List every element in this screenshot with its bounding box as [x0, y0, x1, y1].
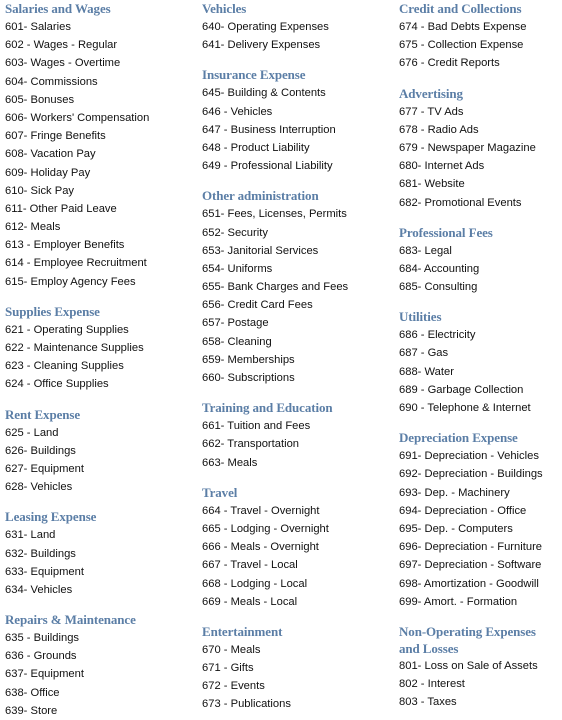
section-title: Salaries and Wages [5, 1, 111, 16]
account-item: 688- Water [399, 365, 454, 378]
account-list [202, 18, 397, 54]
account-item: 654- Uniforms [202, 262, 273, 275]
account-item: 803 - Taxes [399, 696, 457, 709]
account-item: 614 - Employee Recruitment [5, 257, 147, 270]
account-item: 699- Amort. - Formation [399, 595, 518, 608]
account-item: 638- Office [5, 686, 60, 699]
section-gap [202, 387, 397, 396]
account-item: 610- Sick Pay [5, 184, 75, 197]
section-title: Utilities [399, 309, 442, 325]
account-item: 678 - Radio Ads [399, 123, 479, 136]
account-item: 698- Amortization - Goodwill [399, 577, 539, 590]
account-item: 637- Equipment [5, 668, 84, 681]
account-item: 647 - Business Interruption [202, 123, 336, 136]
section-gap [399, 417, 561, 426]
account-item: 685- Consulting [399, 281, 478, 294]
account-item: 608- Vacation Pay [5, 148, 96, 161]
account-item: 606- Workers' Compensation [5, 111, 150, 124]
account-item: 689 - Garbage Collection [399, 383, 524, 396]
account-item: 627- Equipment [5, 462, 84, 475]
account-item: 682- Promotional Events [399, 196, 522, 209]
section-title: Depreciation Expense [399, 430, 518, 446]
account-item: 640- Operating Expenses [202, 21, 329, 33]
account-list [399, 242, 561, 297]
section-gap [399, 73, 561, 82]
account-section [5, 496, 200, 599]
account-item: 696- Depreciation - Furniture [399, 541, 543, 554]
account-section [5, 394, 200, 497]
account-list [202, 502, 397, 611]
section-title: Non-Operating Expenses and Losses [399, 623, 536, 656]
account-item: 665 - Lodging - Overnight [202, 522, 329, 535]
account-item: 694- Depreciation - Office [399, 504, 527, 517]
account-item: 655- Bank Charges and Fees [202, 281, 349, 294]
account-item: 695- Dep. - Computers [399, 522, 513, 535]
section-gap [202, 472, 397, 481]
account-section [202, 175, 397, 387]
account-item: 690 - Telephone & Internet [399, 402, 531, 414]
section-gap [5, 599, 200, 608]
account-item: 648 - Product Liability [202, 141, 310, 154]
account-item: 681- Website [399, 178, 465, 191]
account-item: 660- Subscriptions [202, 372, 295, 384]
account-item: 684- Accounting [399, 262, 480, 275]
section-title: Rent Expense [5, 406, 80, 422]
account-item: 680- Internet Ads [399, 160, 485, 173]
account-item: 646 - Vehicles [202, 105, 273, 118]
account-item: 634- Vehicles [5, 583, 73, 596]
account-list [5, 526, 200, 599]
account-list [202, 205, 397, 387]
account-list [5, 321, 200, 394]
section-gap [202, 175, 397, 184]
account-item: 672 - Events [202, 680, 265, 693]
account-section [202, 472, 397, 611]
section-gap [202, 54, 397, 63]
section-title: Other administration [202, 188, 319, 204]
section-title: Repairs & Maintenance [5, 612, 136, 628]
account-item: 658- Cleaning [202, 335, 272, 348]
account-item: 661- Tuition and Fees [202, 420, 311, 433]
account-section [5, 599, 200, 720]
account-section [399, 417, 561, 611]
account-section [399, 73, 561, 212]
account-item: 697- Depreciation - Software [399, 559, 542, 572]
account-list [202, 84, 397, 175]
account-item: 607- Fringe Benefits [5, 130, 106, 143]
account-item: 645- Building & Contents [202, 87, 326, 100]
section-title: Leasing Expense [5, 509, 97, 525]
account-list [399, 103, 561, 212]
account-item: 624 - Office Supplies [5, 378, 109, 391]
account-section [202, 0, 397, 54]
account-item: 691- Depreciation - Vehicles [399, 450, 539, 463]
account-item: 603- Wages - Overtime [5, 57, 121, 70]
account-item: 625 - Land [5, 426, 59, 439]
section-gap [5, 496, 200, 505]
account-item: 635 - Buildings [5, 632, 80, 645]
account-list [5, 424, 200, 497]
account-list [5, 18, 200, 291]
account-item: 693- Dep. - Machinery [399, 486, 510, 499]
account-list [399, 657, 561, 712]
account-item: 622 - Maintenance Supplies [5, 342, 144, 354]
section-title: Credit and Collections [399, 1, 522, 16]
account-item: 668 - Lodging - Local [202, 577, 308, 590]
account-item: 601- Salaries [5, 21, 71, 33]
account-section [202, 387, 397, 472]
account-section [399, 212, 561, 297]
column-1 [5, 0, 200, 720]
account-list [202, 641, 397, 714]
account-item: 633- Equipment [5, 565, 84, 578]
account-item: 670 - Meals [202, 643, 261, 656]
section-title: Advertising [399, 85, 463, 101]
column-2 [202, 0, 397, 714]
account-item: 664 - Travel - Overnight [202, 504, 320, 517]
account-item: 649 - Professional Liability [202, 160, 333, 173]
account-list [5, 629, 200, 720]
account-item: 663- Meals [202, 456, 258, 469]
section-title: Training and Education [202, 400, 333, 416]
account-item: 679 - Newspaper Magazine [399, 141, 536, 154]
section-title: Supplies Expense [5, 303, 100, 319]
account-item: 615- Employ Agency Fees [5, 275, 136, 288]
account-item: 692- Depreciation - Buildings [399, 468, 543, 481]
account-item: 656- Credit Card Fees [202, 299, 313, 312]
section-title: Entertainment [202, 623, 283, 639]
account-item: 613 - Employer Benefits [5, 239, 125, 252]
account-item: 636 - Grounds [5, 650, 77, 663]
section-gap [399, 212, 561, 221]
account-item: 623 - Cleaning Supplies [5, 360, 124, 373]
section-gap [5, 394, 200, 403]
account-item: 611- Other Paid Leave [5, 202, 117, 215]
account-item: 683- Legal [399, 244, 452, 257]
account-item: 652- Security [202, 226, 268, 239]
account-item: 657- Postage [202, 317, 269, 330]
account-section [5, 291, 200, 394]
account-item: 802 - Interest [399, 678, 465, 691]
account-list [202, 417, 397, 472]
account-section [5, 0, 200, 291]
section-title: Professional Fees [399, 224, 493, 240]
section-gap [399, 296, 561, 305]
account-item: 666 - Meals - Overnight [202, 541, 319, 554]
account-item: 631- Land [5, 529, 56, 542]
section-title: Insurance Expense [202, 67, 306, 83]
account-item: 675 - Collection Expense [399, 39, 524, 52]
account-item: 801- Loss on Sale of Assets [399, 659, 538, 672]
section-gap [399, 611, 561, 620]
account-item: 677 - TV Ads [399, 105, 464, 118]
account-item: 605- Bonuses [5, 93, 75, 106]
account-item: 602 - Wages - Regular [5, 39, 118, 52]
account-item: 687 - Gas [399, 347, 449, 360]
account-section [399, 0, 561, 73]
account-item: 612- Meals [5, 221, 61, 234]
account-item: 639- Store [5, 704, 58, 717]
section-title: Travel [202, 484, 238, 500]
account-section [202, 611, 397, 714]
account-item: 628- Vehicles [5, 481, 73, 494]
account-list [399, 18, 561, 73]
account-item: 674 - Bad Debts Expense [399, 21, 527, 33]
account-section [399, 611, 561, 712]
account-item: 621 - Operating Supplies [5, 323, 129, 336]
account-list [399, 447, 561, 611]
column-3 [399, 0, 561, 711]
account-item: 662- Transportation [202, 438, 300, 451]
account-item: 671 - Gifts [202, 662, 254, 675]
account-item: 667 - Travel - Local [202, 559, 298, 572]
account-item: 651- Fees, Licenses, Permits [202, 208, 347, 221]
account-item: 659- Memberships [202, 353, 295, 366]
account-section [399, 296, 561, 417]
account-item: 604- Commissions [5, 75, 98, 88]
account-item: 676 - Credit Reports [399, 57, 500, 70]
section-title: Vehicles [202, 1, 247, 16]
account-item: 653- Janitorial Services [202, 244, 319, 257]
account-item: 641- Delivery Expenses [202, 39, 321, 52]
account-item: 626- Buildings [5, 444, 76, 457]
account-list [399, 326, 561, 417]
account-item: 609- Holiday Pay [5, 166, 91, 179]
section-gap [202, 611, 397, 620]
account-item: 632- Buildings [5, 547, 76, 560]
account-section [202, 54, 397, 175]
account-item: 673 - Publications [202, 698, 291, 711]
account-item: 669 - Meals - Local [202, 595, 298, 608]
section-gap [5, 291, 200, 300]
account-item: 686 - Electricity [399, 329, 476, 342]
